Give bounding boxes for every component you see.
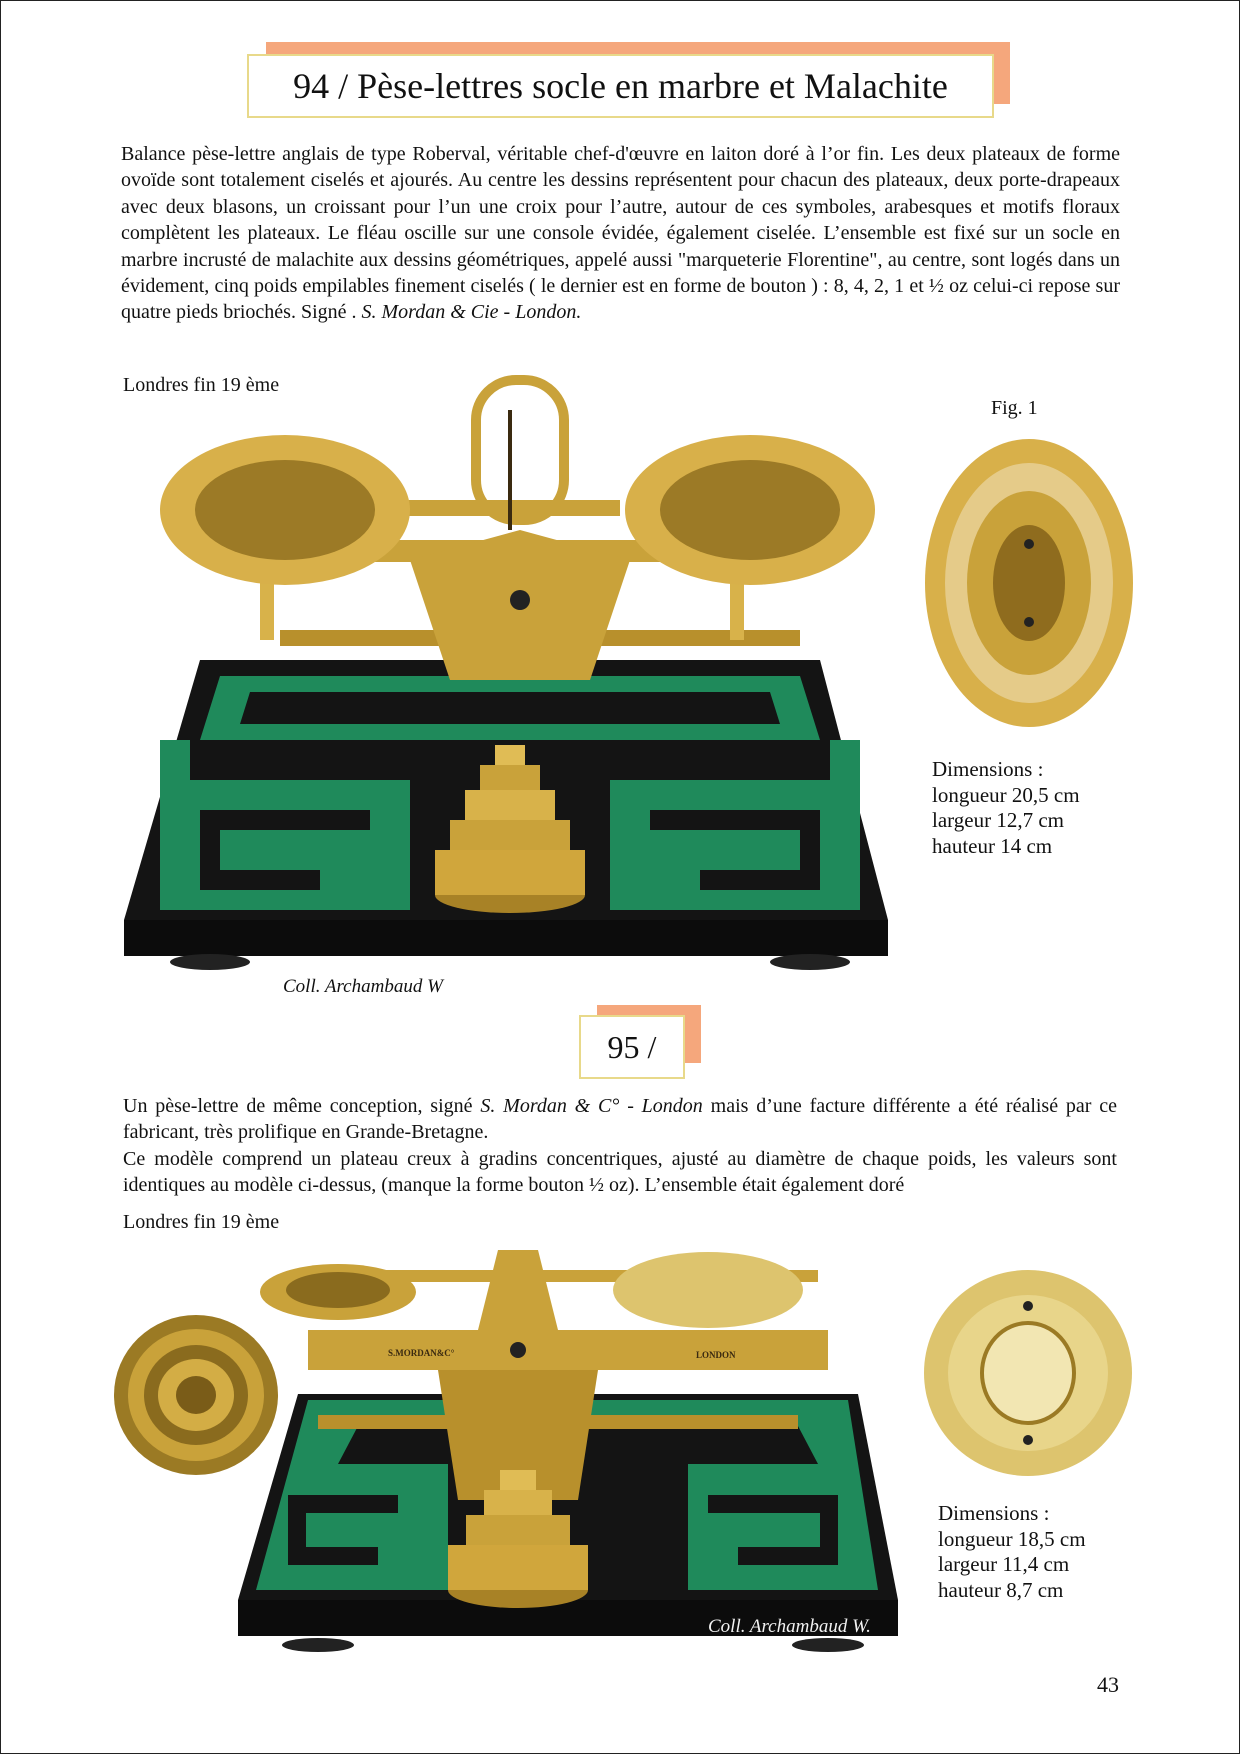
collection-95: Coll. Archambaud W. [708,1616,871,1637]
description-95-second: Ce modèle comprend un plateau creux à gradins concentriques, ajusté au diamètre de chaque poids, les valeurs sont identiques au modèle ci-dessus, (manque la forme bouton ½ oz). L’ensemble était également doré [123,1147,1117,1197]
signature-94: S. Mordan & Cie - London. [361,301,582,324]
description-95 [123,1093,1117,1199]
photo-scale-94 [120,380,898,997]
title-95 [579,1015,685,1079]
origin-95: Londres fin 19 ème [123,1211,280,1233]
dimensions-94-length: longueur 20,5 cm [932,782,1080,807]
fig-label: Fig. 1 [991,397,1038,419]
title-95-text: 95 / [607,1028,657,1065]
description-94-text: Balance pèse-lettre anglais de type Roberval, véritable chef-d'œuvre en laiton doré à l’or fin. Les deux plateaux de forme ovoïde sont totalement ciselés et ajourés. Au centre les dessins représentent pour chacun des plateaux, deux porte-drapeaux avec deux blasons, un croissant pour l’un une croix pour l’autre, autour de ces symboles, arabesques et motifs floraux complètent les plateaux. Le fléau oscille sur une console évidée, également ciselée. L’ensemble est fixé sur un socle en marbre incrusté de malachite aux dessins géométriques, appelé aussi "marqueterie Florentine", au centre, sont logés dans un évidement, cinq poids empilables finement ciselés ( le dernier est en forme de bouton ) : 8, 4, 2, 1 et ½ oz celui-ci repose sur quatre pieds briochés. Signé . [121,143,1120,324]
beam-inscription-left: S.MORDAN&C° [388,1348,455,1358]
description-95-before: Un pèse-lettre de même conception, signé [123,1095,473,1117]
title-94-text: 94 / Pèse-lettres socle en marbre et Malachite [293,66,948,106]
collection-94: Coll. Archambaud W [283,976,443,997]
beam-inscription-right: LONDON [696,1350,736,1360]
dimensions-95-width: largeur 11,4 cm [938,1552,1070,1576]
description-94 [121,141,1120,326]
dimensions-95 [938,1501,1086,1603]
photo-scale-95 [238,1250,914,1654]
page-number: 43 [1097,1672,1119,1697]
photo-engraved-tray [922,1268,1134,1478]
signature-95: S. Mordan & C° - London [480,1095,703,1117]
dimensions-94 [932,757,1080,859]
dimensions-95-length: longueur 18,5 cm [938,1526,1086,1551]
photo-tray-fig1 [919,432,1139,734]
dimensions-94-title: Dimensions : [932,757,1044,781]
dimensions-95-title: Dimensions : [938,1501,1050,1525]
dimensions-94-width: largeur 12,7 cm [932,808,1064,832]
description-95-after: mais d’une facture différente a été réalisé par ce fabricant, très prolifique en Grande-Bretagne. [123,1095,1118,1144]
title-94 [247,54,994,118]
dimensions-95-height: hauteur 8,7 cm [938,1577,1064,1602]
dimensions-94-height: hauteur 14 cm [932,833,1053,858]
origin-94: Londres fin 19 ème [123,374,280,396]
